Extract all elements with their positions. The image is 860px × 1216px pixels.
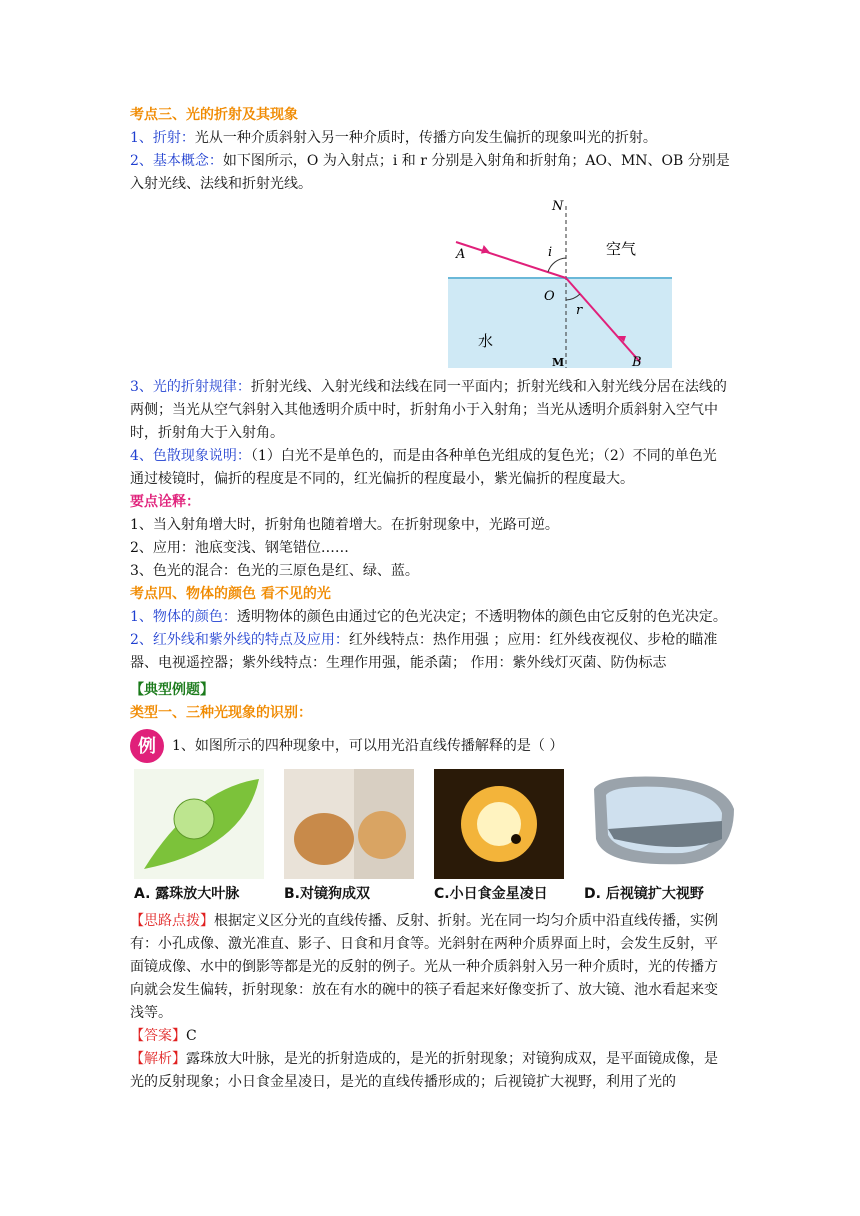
label-a: A <box>456 247 466 262</box>
label-n: N <box>552 199 564 214</box>
example-badge-icon: 例 <box>130 729 164 763</box>
example-header <box>130 729 730 763</box>
note-item: 2、应用：池底变浅、钢笔错位…… <box>130 540 349 556</box>
option-d <box>584 769 714 906</box>
refraction-svg <box>448 196 672 368</box>
text: 红外线特点：热作用强 ；应用：红外线夜视仪、步枪的瞄准器、电视遥控器；紫外线特点：生理作用强，能杀菌； 作用：紫外线灯灭菌、防伪标志 <box>130 632 718 671</box>
option-photos <box>134 769 730 906</box>
para-concepts <box>130 150 730 196</box>
note-item: 3、色光的混合：色光的三原色是红、绿、蓝。 <box>130 563 419 579</box>
type1-title: 类型一、三种光现象的识别： <box>130 705 312 721</box>
label: 【思路点拨】 <box>130 913 214 929</box>
text: 露珠放大叶脉，是光的折射造成的，是光的折射现象；对镜狗成双，是平面镜成像，是光的反射现象；小日食金星凌日，是光的直线传播形成的；后视镜扩大视野，利用了光的 <box>130 1051 718 1090</box>
note-item: 1、当入射角增大时，折射角也随着增大。在折射现象中，光路可逆。 <box>130 517 559 533</box>
text: 透明物体的颜色由通过它的色光决定；不透明物体的颜色由它反射的色光决定。 <box>236 609 727 625</box>
section3-title: 考点三、光的折射及其现象 <box>130 107 298 123</box>
rearview-mirror-image <box>584 769 714 879</box>
label: 1、折射： <box>130 130 195 146</box>
dewdrop-leaf-image <box>134 769 264 879</box>
notes-title: 要点诠释： <box>130 494 200 510</box>
label-r: r <box>576 303 583 318</box>
option-c <box>434 769 564 906</box>
label-i: i <box>548 245 553 260</box>
text: 折射光线、入射光线和法线在同一平面内；折射光线和入射光线分居在法线的两侧；当光从空气斜射入其他透明介质中时，折射角小于入射角；当光从透明介质斜射入空气中时，折射角大于入射角。 <box>130 379 727 441</box>
section4-title: 考点四、物体的颜色 看不见的光 <box>130 586 331 602</box>
caption-a: A. 露珠放大叶脉 <box>134 886 240 902</box>
label: 4、色散现象说明： <box>130 448 251 464</box>
hint-para <box>130 910 730 1025</box>
caption-c: C.小日食金星凌日 <box>434 886 548 902</box>
label-m: M <box>552 356 565 368</box>
text: 如下图所示，O 为入射点；i 和 r 分别是入射角和折射角；AO、MN、OB 分别是入射光线、法线和折射光线。 <box>130 153 730 192</box>
question-text: 1、如图所示的四种现象中，可以用光沿直线传播解释的是（ ） <box>172 737 564 754</box>
label: 【解析】 <box>130 1051 186 1067</box>
label-water: 水 <box>478 332 494 350</box>
para-color <box>130 606 730 629</box>
para-refraction <box>130 127 730 150</box>
label: 2、基本概念： <box>130 153 223 169</box>
document-page <box>130 104 730 1094</box>
caption-d: D. 后视镜扩大视野 <box>584 886 704 902</box>
examples-heading: 【典型例题】 <box>130 682 214 698</box>
answer-para <box>130 1025 730 1048</box>
caption-b: B.对镜狗成双 <box>284 886 370 902</box>
option-a <box>134 769 264 906</box>
label: 1、物体的颜色： <box>130 609 237 625</box>
label: 3、光的折射规律： <box>130 379 251 395</box>
transit-sun-image <box>434 769 564 879</box>
label: 2、红外线和紫外线的特点及应用： <box>130 632 349 648</box>
answer-value: C <box>186 1028 197 1044</box>
label: 【答案】 <box>130 1028 186 1044</box>
dog-mirror-image <box>284 769 414 879</box>
analysis-para <box>130 1048 730 1094</box>
label-b: B <box>632 355 642 368</box>
text: （1）白光不是单色的，而是由各种单色光组成的复色光；（2）不同的单色光通过棱镜时，偏折的程度是不同的，红光偏折的程度最小，紫光偏折的程度最大。 <box>130 448 717 487</box>
refraction-diagram <box>130 196 730 376</box>
option-b <box>284 769 414 906</box>
para-dispersion <box>130 445 730 491</box>
label-air: 空气 <box>606 240 637 258</box>
text: 光从一种介质斜射入另一种介质时，传播方向发生偏折的现象叫光的折射。 <box>194 130 657 146</box>
label-o: O <box>544 289 555 304</box>
text: 根据定义区分光的直线传播、反射、折射。光在同一均匀介质中沿直线传播，实例有：小孔成像、激光准直、影子、日食和月食等。光斜射在两种介质界面上时，会发生反射，平面镜成像、水中的倒影等都是光的反射的例子。光从一种介质斜射入另一种介质时，光的传播方向就会发生偏转，折射现象：放在有水的碗中的筷子看起来好像变折了、放大镜、池水看起来变浅等。 <box>130 913 718 1021</box>
para-ir-uv <box>130 629 730 675</box>
para-law <box>130 376 730 445</box>
